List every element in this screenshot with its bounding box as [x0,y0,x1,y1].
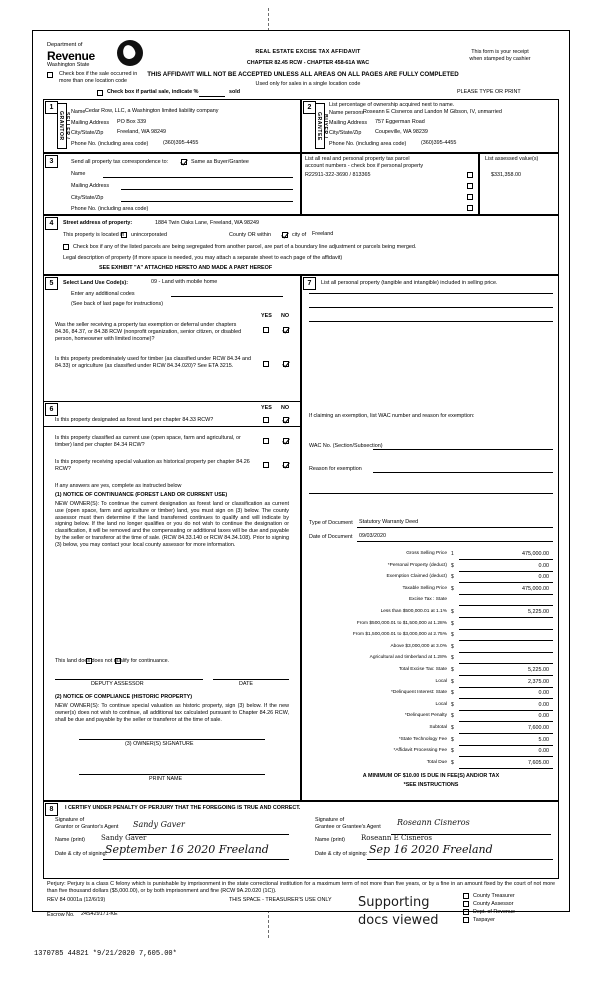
parcel-header-1: List all real and personal property tax parcel [305,156,410,162]
county-assessor-checkbox[interactable] [463,901,469,907]
tax-row-currency-mark: $ [451,690,454,697]
send-correspondence-label: Send all property tax correspondence to: [71,159,169,165]
additional-codes-label: Enter any additional codes [71,291,135,297]
tax-row-input[interactable] [459,642,553,653]
tax-row-value: 0.00 [538,748,549,755]
tax-row [309,642,553,654]
seller-name-value[interactable]: Cedar Row, LLC, a Washington limited liability company [85,108,219,114]
buyer-mailing-label: Mailing Address [329,120,368,126]
section-1-number: 1 [45,101,58,114]
reason-exemption-input[interactable] [373,472,553,473]
grantee-sig-label-1: Signature of [315,817,345,823]
tax-row-input[interactable] [459,595,553,606]
seller-mailing-label: Mailing Address [71,120,110,126]
tax-row-currency-mark: $ [451,562,454,569]
city-of-label: city of [292,232,307,238]
multi-location-label-2: more than one location code [59,78,128,84]
receipt-note-1: This form is your receipt [471,49,529,55]
unincorporated-checkbox[interactable] [121,232,127,238]
personal-property-line-2[interactable] [309,307,553,308]
dept-revenue-label: Dept. of Revenue [473,909,515,915]
corr-mailing-label: Mailing Address [71,183,110,189]
legal-description-note: Legal description of property (if more space is needed, you may attach a separate sheet to each page of the affidavit) [63,255,343,261]
corr-mailing-input[interactable] [121,189,293,190]
used-only-note: Used only for sales in a single location code [255,81,361,87]
type-document-value[interactable]: Statutory Warranty Deed [359,519,419,525]
section-3-number: 3 [45,155,58,168]
grantor-name-label: Name (print) [55,837,85,843]
s6-q1-no-checkbox[interactable] [283,417,289,423]
print-name-line[interactable] [79,774,265,775]
parcel-value[interactable]: R22911-322-3690 / 813365 [305,172,371,178]
dept-line3: Washington State [47,62,90,68]
county-treasurer-label: County Treasurer [473,893,515,899]
supporting-stamp-line-1: Supporting [358,895,430,910]
tax-row-currency-mark: $ [451,748,454,755]
tax-row [309,688,553,700]
bottom-stamp: 1370785 44821 *9/21/2020 7,605.00* [34,950,177,958]
city-of-value[interactable]: Freeland [312,231,334,237]
tax-row-label: Local [435,701,447,707]
tax-row [309,561,553,573]
s6-question-3: Is this property receiving special valuation as historical property per chapter 84.26 RCW? [55,459,250,472]
parcel-personal-checkbox-2[interactable] [467,183,473,189]
grantor-signature-underline [129,834,289,835]
tax-row-currency-mark: $ [451,666,454,673]
partial-sale-label: Check box if partial sale, indicate % [107,89,199,95]
s5-q1-yes-checkbox[interactable] [263,327,269,333]
date-document-underline [357,541,553,542]
partial-sale-checkbox[interactable] [97,90,103,96]
continuance-does-not-checkbox[interactable] [115,658,121,664]
tax-row-value: 475,000.00 [522,585,549,592]
tax-row [309,677,553,689]
tax-row [309,665,553,677]
seller-city-label: City/State/Zip [71,130,104,136]
minimum-due-note: A MINIMUM OF $10.00 IS DUE IN FEE(S) AND/OR TAX [362,773,500,779]
tax-row [309,746,553,758]
buyer-mailing-value[interactable]: 757 Eggerman Road [375,119,425,125]
land-use-label: Select Land Use Code(s): [63,280,129,286]
grantor-signature[interactable]: Sandy Gaver [133,820,185,829]
dept-line1: Department of [47,42,83,48]
grantor-date-underline [103,859,289,860]
tax-row-value: 0.00 [538,574,549,581]
exhibit-reference: SEE EXHIBIT "A" ATTACHED HERETO AND MADE A PART HEREOF [99,265,273,271]
tax-row-label: Agricultural and timberland at 1.28% [369,655,447,661]
notice-compliance-title: (2) NOTICE OF COMPLIANCE (HISTORIC PROPERTY) [55,694,193,700]
reason-exemption-input-2[interactable] [309,493,553,494]
rev-number: REV 84 0001a (12/6/19) [47,897,106,903]
reason-exemption-label: Reason for exemption [309,466,362,472]
tax-row-currency-mark: $ [451,632,454,639]
tax-row-value: 5,225.00 [528,608,549,615]
corr-phone-label: Phone No. (including area code) [71,206,149,212]
buyer-side-label: BUYER / GRANTEE [316,111,328,141]
personal-property-line-3[interactable] [309,321,553,322]
unincorporated-label: unincorporated [131,232,167,238]
tax-row-currency-mark: $ [451,678,454,685]
tax-row-currency-mark: $ [451,655,454,662]
corr-name-label: Name [71,171,86,177]
corr-city-label: City/State/Zip [71,195,104,201]
corr-city-input[interactable] [121,201,293,202]
tax-row-label: Excise Tax : State [408,597,447,603]
tax-row [309,595,553,607]
partial-sale-pct-input[interactable] [199,88,225,97]
tax-row-label: Less than $500,000.01 at 1.1% [380,608,447,614]
s6-question-1: Is this property designated as forest land per chapter 84.33 RCW? [55,417,214,423]
tax-row-label: *Delinquent Penalty [404,713,447,719]
tax-row [309,653,553,665]
tax-row-label: Gross Selling Price [406,551,447,556]
grantee-date-underline [367,859,553,860]
taxpayer-label: Taxpayer [473,917,495,923]
continuance-qualify-line: This land does does not qualify for continuance. [55,658,170,664]
tax-row-currency-mark: $ [451,724,454,731]
tax-row-value: 2,375.00 [528,678,549,685]
additional-codes-input[interactable] [171,296,283,297]
s6-q2-no-checkbox[interactable] [283,438,289,444]
tax-calculation-table [309,549,553,769]
tax-row-value: 0.00 [538,701,549,708]
dept-line2: Revenue [47,49,95,63]
tax-row-label: Total Excise Tax: State [398,666,447,672]
assessed-value[interactable]: $331,358.00 [491,172,521,178]
type-document-underline [357,527,553,528]
tax-row-input[interactable] [459,630,553,641]
form-title: REAL ESTATE EXCISE TAX AFFIDAVIT [255,49,361,55]
perjury-note: Perjury: Perjury is a class C felony which is punishable by imprisonment in the state correctional institution for a maximum term of not more than five years, or by a fine in an amount fixed by the court of not more than five thousand dollars ($5,000.00), or by both imprisonment and fine (RCW 9A.20.020 (1C)). [47,881,555,894]
grantor-name-value[interactable]: Sandy Gaver [101,834,147,842]
taxpayer-checkbox[interactable] [463,917,469,923]
tax-row-label: Above $3,000,000 at 3.0% [390,643,447,649]
tax-row-currency-mark: $ [451,574,454,581]
continuance-does-checkbox[interactable] [86,658,92,664]
located-in-label: This property is located in [63,232,125,238]
tax-row-currency-mark: $ [451,701,454,708]
s5-yes-label: YES [261,313,272,319]
seller-phone-label: Phone No. (including area code) [71,141,149,147]
escrow-label: Escrow No. [47,912,75,918]
grantor-date-value[interactable]: September 16 2020 Freeland [105,843,269,856]
exemption-claim-note: If claiming an exemption, list WAC number and reason for exemption: [309,413,475,419]
tax-row-label: *Affidavit Processing Fee [393,748,447,754]
tax-row-input[interactable] [459,653,553,664]
county-or-label: County OR within [229,232,271,238]
tax-row-value: 475,000.00 [522,551,549,557]
s6-q2-yes-checkbox[interactable] [263,438,269,444]
tax-row-value: 7,600.00 [528,724,549,731]
tax-row-label: Subtotal [429,724,447,730]
tax-row-value: 0.00 [538,690,549,697]
parcel-personal-checkbox-3[interactable] [467,194,473,200]
corr-name-input[interactable] [103,177,293,178]
tax-row-currency-mark: $ [451,759,454,766]
partial-sold-label: sold [229,89,241,95]
section-7-number: 7 [303,277,316,290]
county-treasurer-checkbox[interactable] [463,893,469,899]
street-address-value[interactable]: 1884 Twin Oaks Lane, Freeland, WA 98249 [155,220,259,226]
supporting-stamp-line-2: docs viewed [358,913,439,928]
parcel-personal-checkbox-1[interactable] [467,172,473,178]
grantor-sig-label-1: Signature of [55,817,85,823]
treasurer-space-label: THIS SPACE - TREASURER'S USE ONLY [229,897,332,903]
deputy-assessor-date-label: DATE [239,681,253,687]
seller-phone-value[interactable]: (360)395-4455 [163,140,199,146]
buyer-phone-label: Phone No. (including area code) [329,141,407,147]
see-back-note: (See back of last page for instructions) [71,301,163,307]
tax-row [309,607,553,619]
tax-row-label: *Personal Property (deduct) [387,562,447,568]
s6-no-label: NO [281,405,290,411]
seller-name-label: Name [71,109,86,115]
tax-row-value: 0.00 [538,713,549,720]
tax-row [309,723,553,735]
land-use-value[interactable]: 09 - Land with mobile home [151,279,218,285]
segregated-checkbox[interactable] [63,244,69,250]
section-8-number: 8 [45,803,58,816]
buyer-phone-value[interactable]: (360)395-4455 [421,140,457,146]
tax-row [309,700,553,712]
multi-location-checkbox[interactable] [47,72,53,78]
tax-row-currency-mark: $ [451,736,454,743]
owner-signature-label: (3) OWNER(S) SIGNATURE [125,741,194,747]
tax-row-currency-mark: $ [451,585,454,592]
grantor-sig-label-2: Grantor or Grantor's Agent [55,824,119,830]
tax-row [309,549,553,561]
tax-row-currency-mark: $ [451,608,454,615]
escrow-value[interactable]: 24S429171-KE [81,911,118,917]
street-address-label: Street address of property: [63,220,133,226]
tax-row-value: 0.00 [538,562,549,569]
s5-question-2: Is this property predominately used for timber (as classified under RCW 84.34 and 84.33) or agriculture (as classified under RCW 84.34.020)? See ETA 3215. [55,356,251,369]
s5-q2-yes-checkbox[interactable] [263,361,269,367]
notice-continuance-body: NEW OWNER(S): To continue the current designation as forest land or classification as current use (open space, farm and agriculture or timber) land, you must sign on (3) below. The county assessor must then determine if the land transferred continues to qualify and will indicate by signing below. If the land no longer qualifies or you do not wish to continue the designation or classification, it will be removed and the compensating or additional taxes will be due and payable by the seller or transferor at the time of sale. (RCW 84.33.140 or RCW 84.34.108). Prior to signing (3) below, you may contact your local county assessor for more information. [55,501,289,548]
tax-row [309,619,553,631]
tax-row [309,735,553,747]
tax-row-value: 5,225.00 [528,666,549,673]
tax-row-label: Exemption Claimed (deduct) [386,574,447,580]
seller-mailing-value[interactable]: PO Box 339 [117,119,147,125]
segregated-note: Check box if any of the listed parcels are being segregated from another parcel, are part of a boundary line adjustment or parcels being merged. [73,244,417,250]
type-document-label: Type of Document [309,520,353,526]
deputy-assessor-signature-line[interactable] [55,679,203,680]
seller-city-value[interactable]: Freeland, WA 98249 [117,129,166,135]
wac-input[interactable] [373,449,553,450]
type-print-note: PLEASE TYPE OR PRINT [457,89,521,95]
county-assessor-label: County Assessor [473,901,514,907]
city-of-checkbox[interactable] [282,232,288,238]
same-as-buyer-label: Same as Buyer/Grantee [191,159,249,165]
parcel-personal-checkbox-4[interactable] [467,205,473,211]
section-5-number: 5 [45,277,58,290]
tax-row-currency-mark: 1 [451,551,454,557]
notice-compliance-body: NEW OWNER(S): To continue special valuation as historic property, sign (3) below. If the new owner(s) does not wish to continue, all additional tax calculated pursuant to Chapter 84.26 RCW, shall be due and payable by the seller or transferor at the time of sale. [55,703,289,723]
buyer-name-value[interactable]: Roseann E Cisneros and Landon M Gibson, IV, unmarried [363,109,502,115]
multi-location-label-1: Check box if the sale occurred in [59,71,138,77]
date-document-value[interactable]: 09/03/2020 [359,533,386,539]
grantee-sig-label-2: Grantee or Grantee's Agent [315,824,381,830]
seller-side-label: SELLER / GRANTOR [58,111,70,141]
section-4-number: 4 [45,217,58,230]
tax-row [309,758,553,770]
certify-statement: I CERTIFY UNDER PENALTY OF PERJURY THAT THE FOREGOING IS TRUE AND CORRECT. [65,805,301,811]
form-warning: THIS AFFIDAVIT WILL NOT BE ACCEPTED UNLESS ALL AREAS ON ALL PAGES ARE FULLY COMPLETED [147,71,459,78]
s6-question-2: Is this property classified as current use (open space, farm and agricultural, or timber) land per chapter 84.34 RCW? [55,435,241,448]
see-instructions-note: *SEE INSTRUCTIONS [403,782,459,788]
s5-question-1: Was the seller receiving a property tax exemption or deferral under chapters 84.36, 84.37, or 84.38 RCW (nonprofit organization, senior citizen, or disabled person, homeowner with limited income)? [55,322,242,342]
tax-row-label: From $1,500,000.01 to $3,000,000 at 2.75% [352,632,447,638]
section-2-number: 2 [303,101,316,114]
s5-no-label: NO [281,313,290,319]
tax-row-value: 5.00 [538,736,549,743]
receipt-note-2: when stamped by cashier [469,56,531,62]
tax-row [309,630,553,642]
grantee-name-value[interactable]: Roseann E Cisneros [361,834,432,842]
tax-row-label: Taxable Selling Price [402,585,447,591]
tax-row-label: From $500,000.01 to $1,500,000 at 1.28% [356,620,447,626]
wac-label: WAC No. (Section/Subsection) [309,443,383,449]
s5-q1-no-checkbox[interactable] [283,327,289,333]
personal-property-label: List all personal property (tangible and intangible) included in selling price. [321,280,498,286]
tax-row-currency-mark: $ [451,643,454,650]
tax-row [309,572,553,584]
s6-yes-label: YES [261,405,272,411]
dept-revenue-checkbox[interactable] [463,909,469,915]
tax-row [309,584,553,596]
grantee-date-label: Date & city of signing: [315,851,368,857]
s6-q3-yes-checkbox[interactable] [263,462,269,468]
personal-property-line-1[interactable] [309,293,553,294]
parcel-header-2: account numbers - check box if personal property [305,163,424,169]
print-name-label: PRINT NAME [149,776,183,782]
tax-row-input[interactable] [459,619,553,630]
buyer-name-label: Name persons [329,110,365,116]
tax-row-currency-mark: $ [451,713,454,720]
assessed-header: List assessed value(s) [485,156,539,162]
date-document-label: Date of Document [309,534,353,540]
s6-q3-no-checkbox[interactable] [283,462,289,468]
s6-q1-yes-checkbox[interactable] [263,417,269,423]
buyer-city-value[interactable]: Coupeville, WA 98239 [375,129,428,135]
grantee-date-value[interactable]: Sep 16 2020 Freeland [369,843,493,856]
s5-q2-no-checkbox[interactable] [283,361,289,367]
grantee-signature[interactable]: Roseann Cisneros [397,818,470,827]
tax-row [309,711,553,723]
buyer-city-label: City/State/Zip [329,130,362,136]
form-subtitle: CHAPTER 82.45 RCW - CHAPTER 458-61A WAC [246,60,370,66]
buyer-pct-note: List percentage of ownership acquired next to name. [329,102,455,108]
tax-row-label: Local [435,678,447,684]
section-6-number: 6 [45,403,58,416]
deputy-assessor-label: DEPUTY ASSESSOR [91,681,144,687]
s6-if-any-note: If any answers are yes, complete as instructed below [55,483,182,489]
grantor-date-label: Date & city of signing: [55,851,108,857]
tax-row-label: Total Due [426,759,447,765]
same-as-buyer-checkbox[interactable] [181,159,187,165]
revenue-logo-icon [117,40,143,66]
tax-row-value: 7,605.00 [528,759,549,766]
tax-row-label: *Delinquent Interest: State [391,690,447,696]
grantee-name-label: Name (print) [315,837,345,843]
tax-row-label: *State Technology Fee [398,736,447,742]
owner-signature-line[interactable] [79,739,265,740]
notice-continuance-title: (1) NOTICE OF CONTINUANCE (FOREST LAND OR CURRENT USE) [55,492,228,498]
tax-row-currency-mark: $ [451,620,454,627]
deputy-assessor-date-line[interactable] [213,679,289,680]
